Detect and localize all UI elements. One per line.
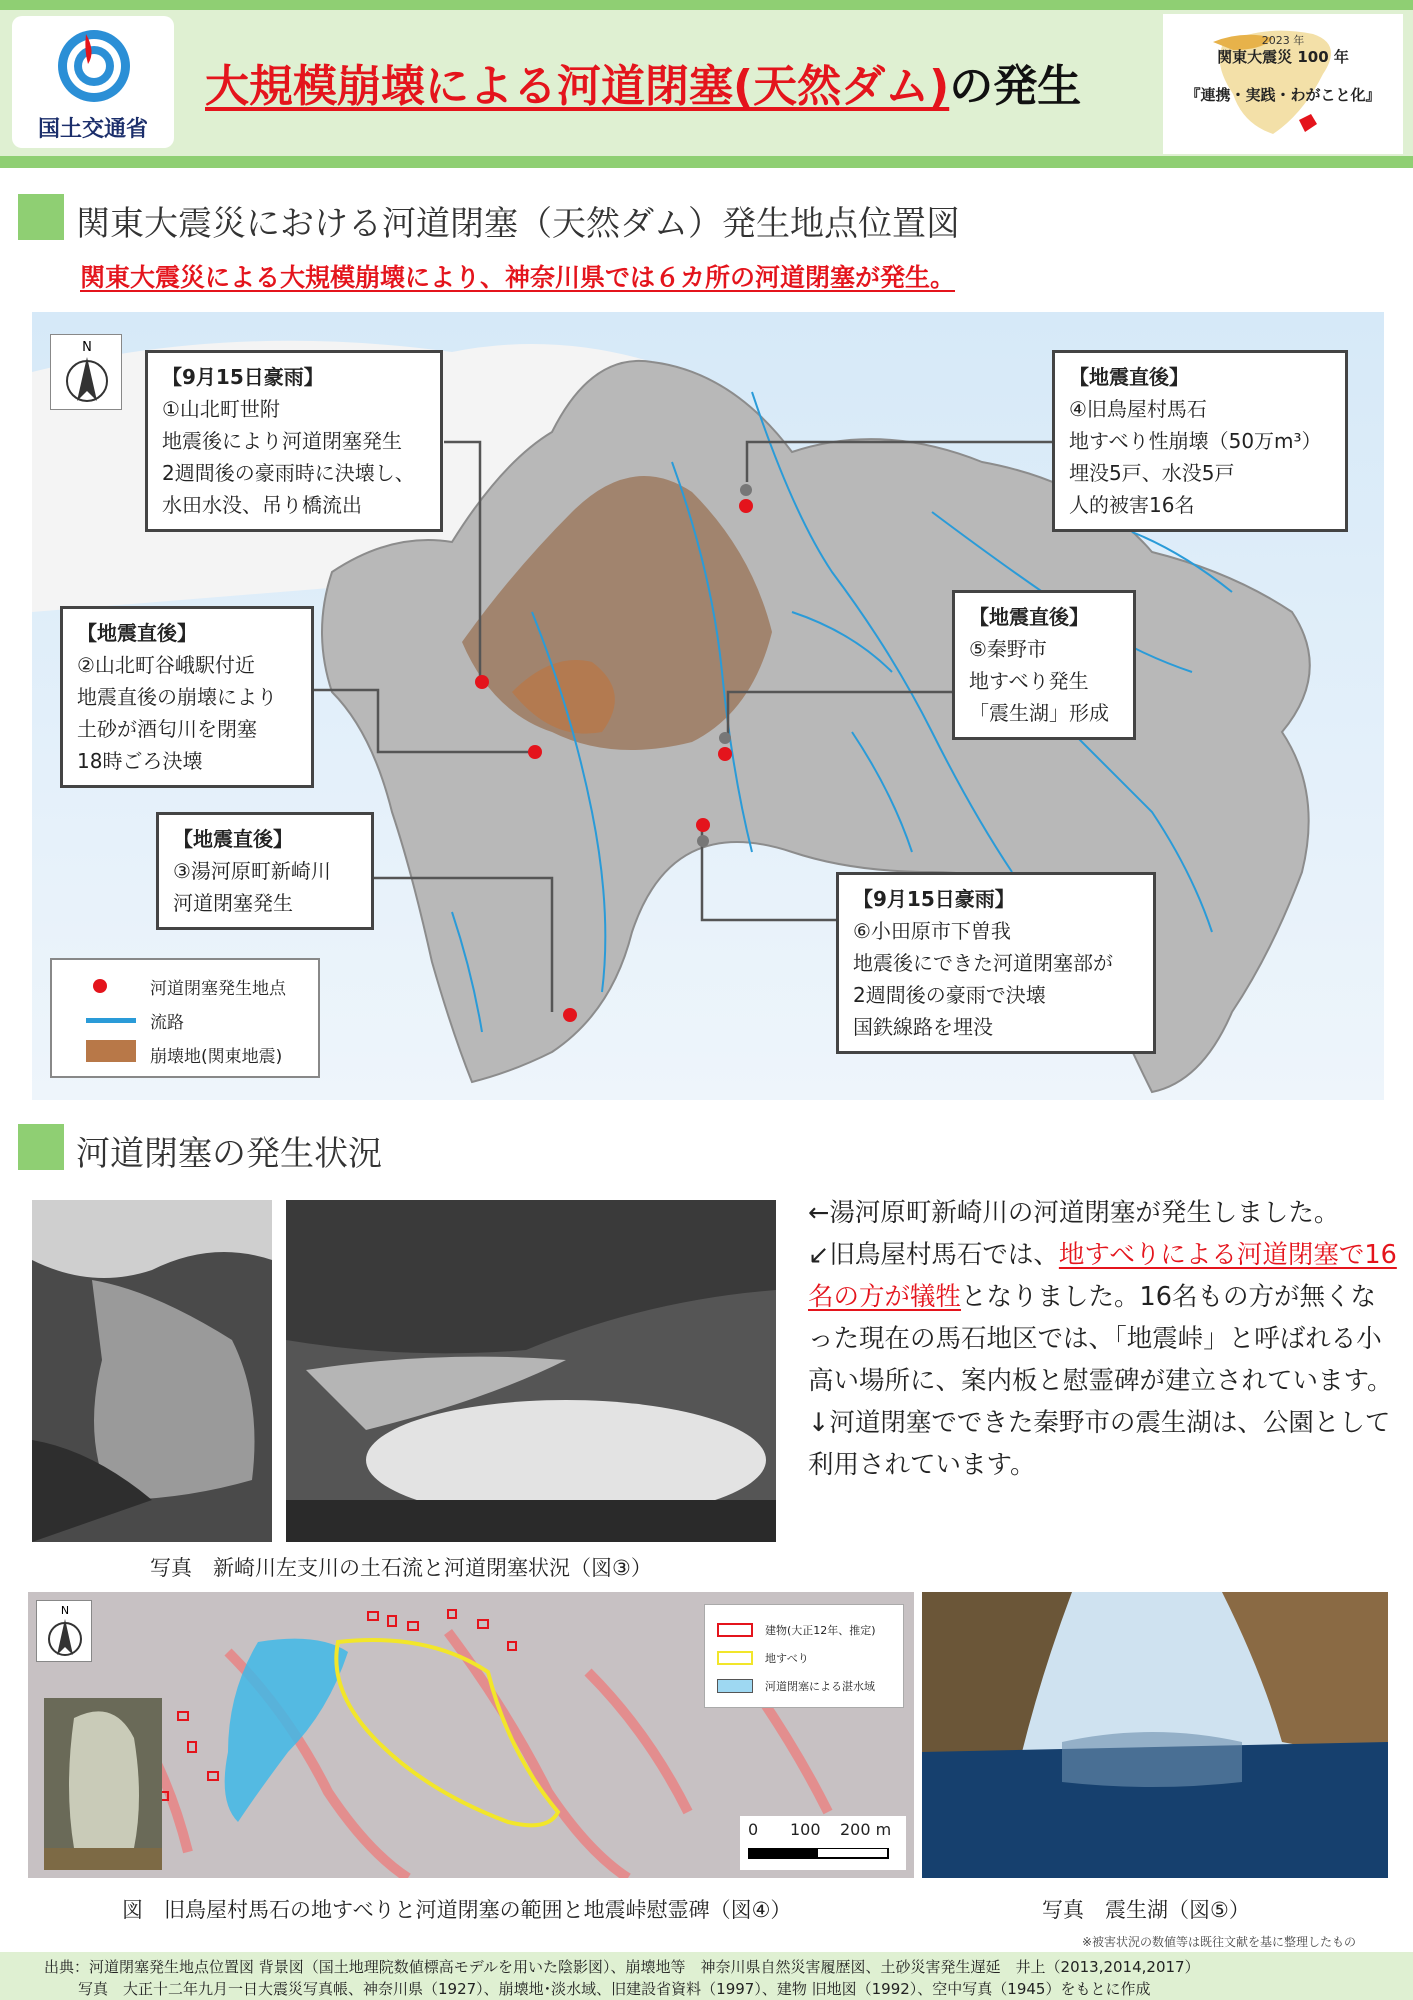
callout-line: 河道閉塞発生	[173, 891, 293, 915]
anniversary-badge	[1163, 14, 1403, 154]
compass-icon	[51, 335, 123, 411]
mlit-logo-icon	[56, 28, 132, 104]
callout-head: 【9月15日豪雨】	[853, 887, 1015, 911]
header-bar	[0, 0, 1413, 168]
callout-line: 2週間後の豪雨時に決壊し、	[162, 461, 415, 485]
section-marker	[18, 1124, 64, 1170]
north-arrow	[50, 334, 122, 410]
legend-item-collapse: 崩壊地(関東地震)	[52, 1038, 322, 1068]
callout-head: 【地震直後】	[1069, 365, 1189, 389]
callout-line: 国鉄線路を埋没	[853, 1015, 993, 1039]
figure-legend: 建物(大正12年、推定) 地すべり 河道閉塞による湛水域	[704, 1604, 904, 1708]
legend-item-point: 河道閉塞発生地点	[52, 970, 322, 1000]
svg-text:N: N	[60, 1604, 70, 1617]
callout-line: ⑥小田原市下曽我	[853, 919, 1011, 943]
callout-line: ④旧鳥屋村馬石	[1069, 397, 1207, 421]
callout-line: 地震後により河道閉塞発生	[162, 429, 402, 453]
photo-caption-shinzaki: 写真 新崎川左支川の土石流と河道閉塞状況（図③）	[150, 1556, 652, 1580]
narrative-text-span: ↙旧鳥屋村馬石では、	[808, 1240, 1059, 1270]
footer-sources	[0, 1952, 1413, 2000]
narrative-para-2	[808, 1234, 1400, 1402]
callout-line: ②山北町谷峨駅付近	[77, 653, 255, 677]
natural-dam-photo	[286, 1200, 776, 1542]
red-dot-icon	[86, 978, 146, 994]
callout-line: 地すべり性崩壊（50万m³）	[1069, 429, 1322, 453]
callout-line: 地震後にできた河道閉塞部が	[853, 951, 1113, 975]
page-title	[205, 50, 1155, 120]
ministry-name: 国土交通省	[37, 117, 148, 142]
north-arrow	[36, 1600, 92, 1662]
compass-icon	[37, 1601, 93, 1663]
data-note: ※被害状況の数値等は既往文献を基に整理したもの	[1082, 1935, 1357, 1949]
callout-4-umaishi	[1052, 350, 1348, 532]
scale-label: 0	[748, 1820, 759, 1839]
svg-text:N: N	[82, 340, 92, 355]
narrative-highlight: 地すべりによる河道閉塞で16名の方が犠牲	[808, 1240, 1397, 1312]
shinseiko-lake-photo	[922, 1592, 1388, 1878]
callout-line: ③湯河原町新崎川	[173, 859, 331, 883]
monument-graphic	[44, 1698, 162, 1870]
ministry-logo	[12, 16, 174, 148]
callout-6-shimosoga	[836, 872, 1156, 1054]
river-line-icon	[86, 1012, 146, 1028]
callout-line: 18時ごろ決壊	[77, 749, 203, 773]
scale-bar	[740, 1816, 906, 1870]
legend-item-river: 流路	[52, 1004, 322, 1034]
map-legend	[50, 958, 320, 1078]
callout-line: 地すべり発生	[969, 669, 1089, 693]
callout-5-hadano	[952, 590, 1136, 740]
section-marker	[18, 194, 64, 240]
callout-head: 【地震直後】	[969, 605, 1089, 629]
callout-line: 人的被害16名	[1069, 493, 1195, 517]
narrative-para-3: ↓河道閉塞でできた秦野市の震生湖は、公園として利用されています。	[808, 1408, 1391, 1480]
title-red-part: 大規模崩壊による河道閉塞(天然ダム)	[205, 61, 950, 112]
debris-flow-photo-left	[32, 1200, 272, 1542]
callout-2-yaga	[60, 606, 314, 788]
callout-head: 【地震直後】	[77, 621, 197, 645]
scale-label: 200 m	[840, 1820, 892, 1839]
callout-line: ①山北町世附	[162, 397, 280, 421]
figure-caption-umaishi: 図 旧鳥屋村馬石の地すべりと河道閉塞の範囲と地震峠慰霊碑（図④）	[122, 1898, 792, 1922]
narrative-text	[808, 1192, 1400, 1486]
anniversary-year: 2023 年	[1261, 34, 1305, 47]
callout-line: 2週間後の豪雨で決壊	[853, 983, 1046, 1007]
lake-photo-graphic	[922, 1592, 1388, 1878]
section-heading-map	[18, 194, 1018, 244]
collapse-area-icon	[86, 1040, 146, 1064]
callout-line: 埋没5戸、水没5戸	[1069, 461, 1235, 485]
footer-line-2: 写真 大正十二年九月一日大震災写真帳、神奈川県（1927）、崩壊地･淡水域、旧建設省資料（1997）、建物 旧地図（1992）、空中写真（1945）をもとに作成	[78, 1980, 1151, 1998]
landslide-range-figure	[28, 1592, 914, 1878]
bw-photo-graphic	[286, 1200, 776, 1542]
header-stripe-bottom	[0, 156, 1413, 168]
callout-1-yorozuke	[145, 350, 443, 532]
callout-head: 【地震直後】	[173, 827, 293, 851]
narrative-text-span: となりました。16名もの方が無くなった現在の馬石地区では、「地震峠」と呼ばれる小高い場所に、案内板と慰霊碑が建立されています。	[808, 1282, 1393, 1396]
narrative-para-1: ←湯河原町新崎川の河道閉塞が発生しました。	[808, 1198, 1340, 1228]
photo-caption-shinseiko: 写真 震生湖（図⑤）	[1042, 1898, 1250, 1922]
map-subheading: 関東大震災による大規模崩壊により、神奈川県では６カ所の河道閉塞が発生。	[80, 263, 956, 292]
callout-line: 水田水没、吊り橋流出	[162, 493, 362, 517]
callout-line: 土砂が酒匂川を閉塞	[77, 717, 257, 741]
scale-label: 100	[790, 1820, 821, 1839]
section-title: 河道閉塞の発生状況	[76, 1134, 382, 1174]
callout-line: ⑤秦野市	[969, 637, 1047, 661]
section-title: 関東大震災における河道閉塞（天然ダム）発生地点位置図	[76, 204, 960, 244]
anniversary-slogan: 『連携・実践・わがこと化』	[1185, 86, 1381, 104]
callout-head: 【9月15日豪雨】	[162, 365, 324, 389]
bw-photo-graphic	[32, 1200, 272, 1542]
callout-3-shinzaki	[156, 812, 374, 930]
header-stripe-top	[0, 0, 1413, 10]
callout-line: 地震直後の崩壊により	[77, 685, 277, 709]
scale-bar-graphic	[748, 1848, 898, 1862]
callout-line: 「震生湖」形成	[969, 701, 1109, 725]
anniversary-title: 関東大震災 100 年	[1217, 48, 1349, 66]
title-black-part: の発生	[949, 61, 1082, 112]
section-heading-status	[18, 1124, 618, 1174]
footer-line-1: 出典：河道閉塞発生地点位置図 背景図（国土地理院数値標高モデルを用いた陰影図）、崩壊地等 神奈川県自然災害履歴図、土砂災害発生遅延 井上（2013,2014,2017）	[44, 1958, 1200, 1976]
memorial-stone-photo	[44, 1698, 162, 1870]
